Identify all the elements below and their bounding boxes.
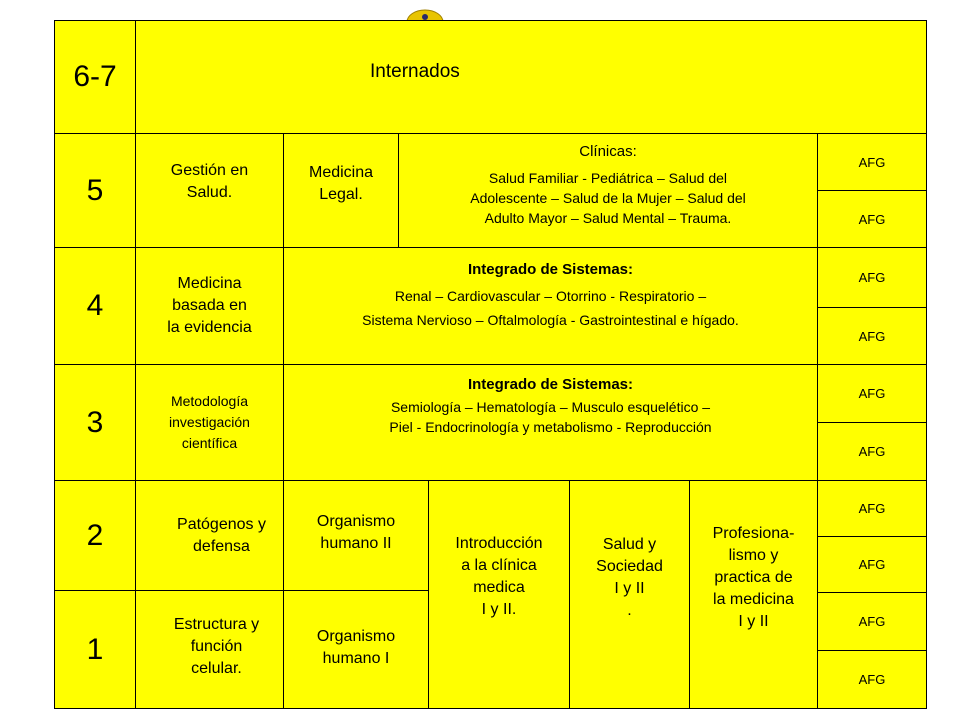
patogenos-label: Patógenos y defensa: [177, 515, 266, 555]
organismo-2-cell: [283, 480, 429, 591]
medicina-legal-label: Medicina Legal.: [308, 164, 374, 203]
organismo-1-cell: [283, 590, 429, 709]
organismo-1-label: Organismo humano I: [316, 627, 396, 667]
integrado-3-body: Semiología – Hematología – Musculo esquelético – Piel - Endocrinología y metabolismo - Reproducción: [389, 399, 712, 435]
salud-sociedad-cell: [569, 480, 690, 709]
clinicas-body: Salud Familiar - Pediátrica – Salud del Adolescente – Salud de la Mujer – Salud del Adulto Mayor – Salud Mental – Trauma.: [470, 170, 746, 226]
afg-cell: AFG: [817, 190, 927, 248]
internados-cell: [135, 20, 927, 134]
integrado-4-body: Renal – Cardiovascular – Otorrino - Respiratorio – Sistema Nervioso – Oftalmología - Gastrointestinal e hígado.: [362, 288, 739, 328]
profesionalismo-label: Profesiona- lismo y practica de la medicina I y II: [712, 524, 795, 630]
year-label-2: 2: [54, 480, 136, 591]
metodologia-cell: [135, 364, 284, 481]
year-label-5: 5: [54, 133, 136, 248]
afg-cell: AFG: [817, 536, 927, 593]
afg-cell: AFG: [817, 133, 927, 191]
metodologia-label: Metodología investigación científica: [169, 393, 250, 451]
introduccion-clinica-cell: [428, 480, 570, 709]
integrado-4-title: Integrado de Sistemas:: [467, 261, 634, 278]
estructura-cell: [135, 590, 284, 709]
clinicas-cell: [398, 133, 818, 248]
mbe-cell: [135, 247, 284, 365]
integrado-3-title: Integrado de Sistemas:: [467, 376, 634, 393]
organismo-2-label: Organismo humano II: [316, 512, 396, 552]
afg-cell: AFG: [817, 247, 927, 308]
afg-cell: AFG: [817, 307, 927, 365]
year-label-1: 1: [54, 590, 136, 709]
year-label-3: 3: [54, 364, 136, 481]
afg-cell: AFG: [817, 364, 927, 423]
integrado-4-cell: [283, 247, 818, 365]
year-label-6-7: 6-7: [54, 20, 136, 134]
gestion-salud-label: Gestión en Salud.: [170, 162, 249, 201]
gestion-salud-cell: [135, 133, 284, 248]
afg-cell: AFG: [817, 592, 927, 651]
salud-sociedad-label: Salud y Sociedad I y II .: [596, 535, 663, 619]
patogenos-cell: [135, 480, 284, 591]
estructura-label: Estructura y función celular.: [173, 615, 260, 677]
afg-cell: AFG: [817, 650, 927, 709]
afg-cell: AFG: [817, 422, 927, 481]
year-label-4: 4: [54, 247, 136, 365]
integrado-3-cell: [283, 364, 818, 481]
mbe-label: Medicina basada en la evidencia: [167, 275, 252, 336]
introduccion-clinica-label: Introducción a la clínica medica I y II.: [455, 534, 543, 618]
profesionalismo-cell: [689, 480, 818, 709]
medicina-legal-cell: [283, 133, 399, 248]
clinicas-title: Clínicas:: [579, 143, 637, 160]
internados-label: Internados: [370, 61, 460, 82]
afg-cell: AFG: [817, 480, 927, 537]
